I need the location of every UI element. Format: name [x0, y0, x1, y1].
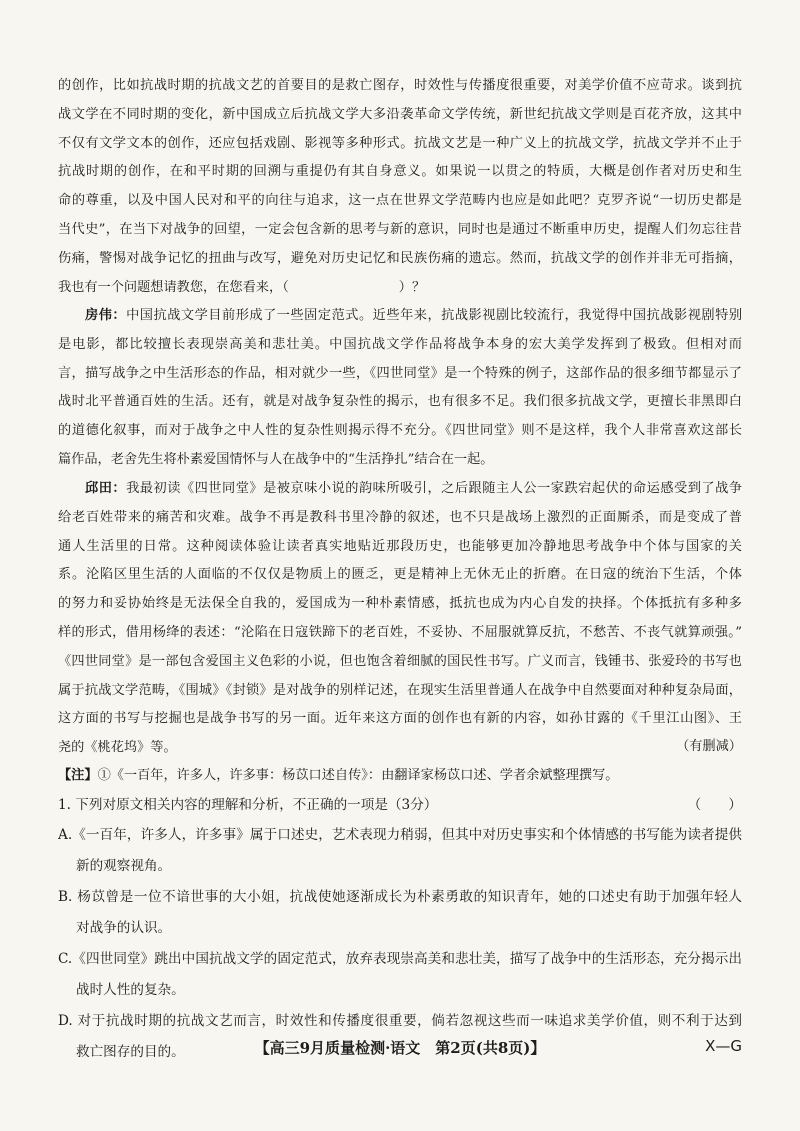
passage-paragraph-1 — [58, 72, 742, 302]
text-line — [58, 302, 742, 331]
text-line: 是电影，都比较擅长表现崇高美和悲壮美。中国抗战文学作品将战争本身的宏大美学发挥到了极致。但相对而 — [58, 336, 742, 352]
page-footer: 【高三9月质量检测·语文 第2页(共8页)】 — [254, 1039, 546, 1057]
passage-paragraph-2 — [58, 302, 742, 475]
text-line: 伤痛，警惕对战争记忆的扭曲与改写，避免对历史记忆和民族伤痛的遗忘。然而，抗战文学的创作并非无可指摘， — [58, 250, 742, 266]
text-line: 战文学在不同时期的变化，新中国成立后抗战文学大多沿袭革命文学传统，新世纪抗战文学则是百花齐放，这其中 — [58, 106, 742, 122]
option-text: 战时人性的复杂。 — [76, 981, 185, 998]
text-line: 战时北平普通百姓的生活。还有，就是对战争复杂性的揭示，也有很多不足。我们很多抗战文学，更擅长非黑即白 — [58, 394, 742, 410]
text-line: 命的尊重，以及中国人民对和平的向往与追求，这一点在世界文学范畴内也应是如此吧？克罗齐说“一切历史都是 — [58, 193, 742, 209]
footnote — [58, 762, 742, 791]
option-text: 对战争的认识。 — [76, 919, 172, 936]
text-line: 系。沦陷区里生活的人面临的不仅仅是物质上的匮乏，更是精神上无休无止的折磨。在日寇的统治下生活，个体 — [58, 567, 742, 583]
question-prompt-end: ）？ — [398, 279, 426, 295]
answer-bracket[interactable]: （ ） — [687, 797, 742, 813]
footnote-line — [58, 762, 742, 791]
speech-text: 中国抗战文学目前形成了一些固定范式。近些年来，抗战影视剧比较流行，我觉得中国抗战影视剧特别 — [126, 308, 742, 323]
speech-text: 我最初读《四世同堂》是被京味小说的韵味所吸引，之后跟随主人公一家跌宕起伏的命运感受到了战争 — [126, 481, 742, 496]
footnote-label: 【注】 — [58, 768, 98, 783]
question-1 — [58, 791, 742, 1068]
text-line: 给老百姓带来的痛苦和灾难。战争不再是教科书里冷静的叙述，也不只是战场上激烈的正面厮杀，而是变成了普 — [58, 509, 742, 525]
option-a[interactable] — [58, 820, 742, 882]
option-text: 新的观察视角。 — [76, 857, 172, 874]
text-line: 的道德化叙事，而对于战争之中人性的复杂性则揭示得不充分。《四世同堂》则不是这样，我个人非常喜欢这部长 — [58, 423, 742, 439]
option-b[interactable] — [58, 882, 742, 944]
text-line: 尧的《桃花坞》等。 — [58, 740, 177, 756]
speaker-name: 邱田： — [85, 481, 127, 496]
paper-code: X—G — [705, 1037, 742, 1055]
option-text: C.《四世同堂》跳出中国抗战文学的固定范式，放弃表现崇高美和悲壮美，描写了战争中的生活形态，充分揭示出 — [58, 950, 742, 967]
text-line: 通人生活里的日常。这种阅读体验让读者真实地贴近那段历史，也能够更加冷静地思考战争中个体与国家的关 — [58, 538, 742, 554]
source-note — [58, 733, 742, 762]
question-stem: 1. 下列对原文相关内容的理解和分析，不正确的一项是（3分） — [58, 797, 438, 813]
text-line: 言，描写战争之中生活形态的作品，相对就少一些，《四世同堂》是一个特殊的例子，这部作品的很多细节都显示了 — [58, 365, 742, 381]
text-line: 抗战时期的创作，在和平时期的回溯与重提仍有其自身意义。如果说一以贯之的特质，大概是创作者对历史和生 — [58, 164, 742, 180]
text-line — [58, 274, 742, 303]
text-line: 不仅有文学文本的创作，还应包括戏剧、影视等多种形式。抗战文艺是一种广义上的抗战文学，抗战文学并不止于 — [58, 135, 742, 151]
text-line: 当代史”，在当下对战争的回望，一定会包含新的思考与新的意识，同时也是通过不断重申历史，提醒人们勿忘往昔 — [58, 221, 742, 237]
question-stem-line — [58, 791, 742, 820]
abridged-note: （有删减） — [676, 739, 742, 754]
text-line: 篇作品，老舍先生将朴素爱国情怀与人在战争中的“生活挣扎”结合在一起。 — [58, 451, 494, 467]
option-c[interactable] — [58, 944, 742, 1006]
text-line: 这方面的书写与挖掘也是战争书写的另一面。近年来这方面的创作也有新的内容，如孙甘露的《千里江山图》、王 — [58, 711, 742, 727]
speaker-name: 房伟： — [85, 308, 127, 323]
text-line: 的创作，比如抗战时期的抗战文艺的首要目的是救亡图存，时效性与传播度很重要，对美学价值不应苛求。谈到抗 — [58, 78, 742, 93]
option-text: D. 对于抗战时期的抗战文艺而言，时效性和传播度很重要，倘若忽视这些而一味追求美学价值，则不利于达到 — [58, 1012, 742, 1029]
text-line — [58, 475, 742, 504]
text-line: 属于抗战文学范畴，《围城》《封锁》是对战争的别样记述，在现实生活里普通人在战争中自然要面对种种复杂局面， — [58, 682, 742, 698]
footnote-text: ①《一百年，许多人，许多事：杨苡口述自传》：由翻译家杨苡口述、学者余斌整理撰写。 — [97, 768, 619, 783]
option-text: A.《一百年，许多人，许多事》属于口述史，艺术表现力稍弱，但其中对历史事实和个体情感的书写能为读者提供 — [58, 826, 742, 843]
option-text: 救亡图存的目的。 — [76, 1043, 185, 1060]
text-line: 的努力和妥协始终是无法保全自我的，爱国成为一种朴素情感，抵抗也成为内心自发的抉择。个体抵抗有多种多 — [58, 596, 742, 612]
question-prompt-text: 我也有一个问题想请教您，在您看来，（ — [58, 279, 289, 295]
option-text: B. 杨苡曾是一位不谙世事的大小姐，抗战使她逐渐成长为朴素勇敢的知识青年，她的口述史有助于加强年轻人 — [58, 888, 742, 905]
text-line: 《四世同堂》是一部包含爱国主义色彩的小说，但也饱含着细腻的国民性书写。广义而言，钱锺书、张爱玲的书写也 — [58, 653, 742, 669]
passage-paragraph-3 — [58, 475, 742, 763]
text-line: 样的形式，借用杨绛的表述：“沦陷在日寇铁蹄下的老百姓，不妥协、不屈服就算反抗，不愁苦、不丧气就算顽强。” — [58, 624, 742, 640]
